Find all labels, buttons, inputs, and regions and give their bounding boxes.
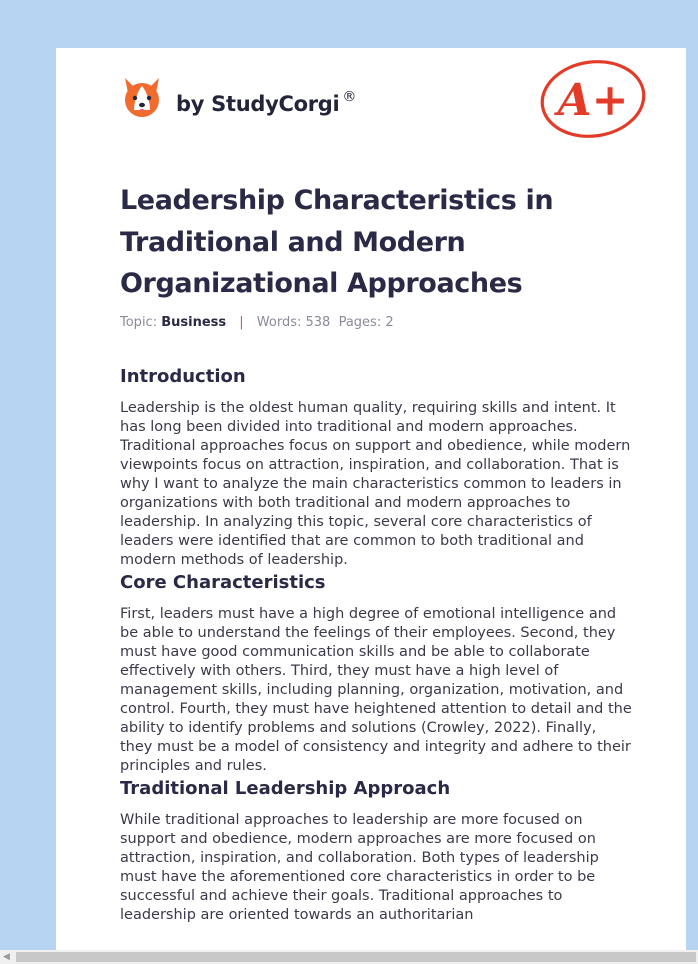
article-title: Leadership Characteristics in Traditional and Modern Organizational Approaches [120, 185, 554, 299]
section-heading-core-characteristics: Core Characteristics [120, 571, 326, 593]
scrollbar-thumb[interactable] [16, 952, 696, 962]
section-heading-traditional-approach: Traditional Leadership Approach [120, 777, 451, 799]
word-count: Words: 538 [256, 314, 331, 330]
document-page [56, 48, 686, 964]
horizontal-scrollbar[interactable] [0, 950, 698, 964]
corgi-logo-icon [122, 76, 162, 120]
page-count: Pages: 2 [338, 314, 394, 330]
article [120, 180, 632, 925]
svg-text:A+: A+ [557, 75, 629, 126]
grade-badge-a-plus [538, 58, 648, 144]
section-body-introduction: Leadership is the oldest human quality, requiring skills and intent. It has long been divided into traditional and modern approaches. Traditional approaches focus on support and obedience, while modern viewpoints focus on attraction, inspiration, and collaboration. That is why I want to analyze the main characteristics common to leaders in organizations with both traditional and modern approaches to leadership. In analyzing this topic, several core characteristics of leaders were identified that are common to both traditional and modern methods of leadership. [120, 399, 631, 568]
section-body-traditional-approach: While traditional approaches to leadership are more focused on support and obedience, modern approaches are more focused on attraction, inspiration, and collaboration. Both types of leadership must have the aforementioned core characteristics in order to be successful and achieve their goals. Traditional approaches to leadership are oriented towards an authoritarian [120, 811, 599, 923]
article-meta [120, 315, 632, 330]
topic-link[interactable]: Business [161, 314, 227, 330]
topic-label: Topic: [120, 314, 158, 330]
brand-name: by StudyCorgi ® [176, 88, 357, 116]
section-body-core-characteristics: First, leaders must have a high degree of emotional intelligence and be able to understand the feelings of their employees. Second, they must have good communication skills and be able to collaborate effectively with others. Third, they must have a high level of management skills, including planning, organization, motivation, and control. Fourth, they must have heightened attention to detail and the ability to identify problems and solutions (Crowley, 2022). Finally, they must be a model of consistency and integrity and adhere to their principles and rules. [120, 605, 632, 774]
meta-separator: | [239, 314, 244, 330]
scroll-left-icon[interactable]: ◀ [3, 952, 10, 962]
section-heading-introduction: Introduction [120, 365, 246, 387]
brand[interactable] [122, 76, 356, 120]
